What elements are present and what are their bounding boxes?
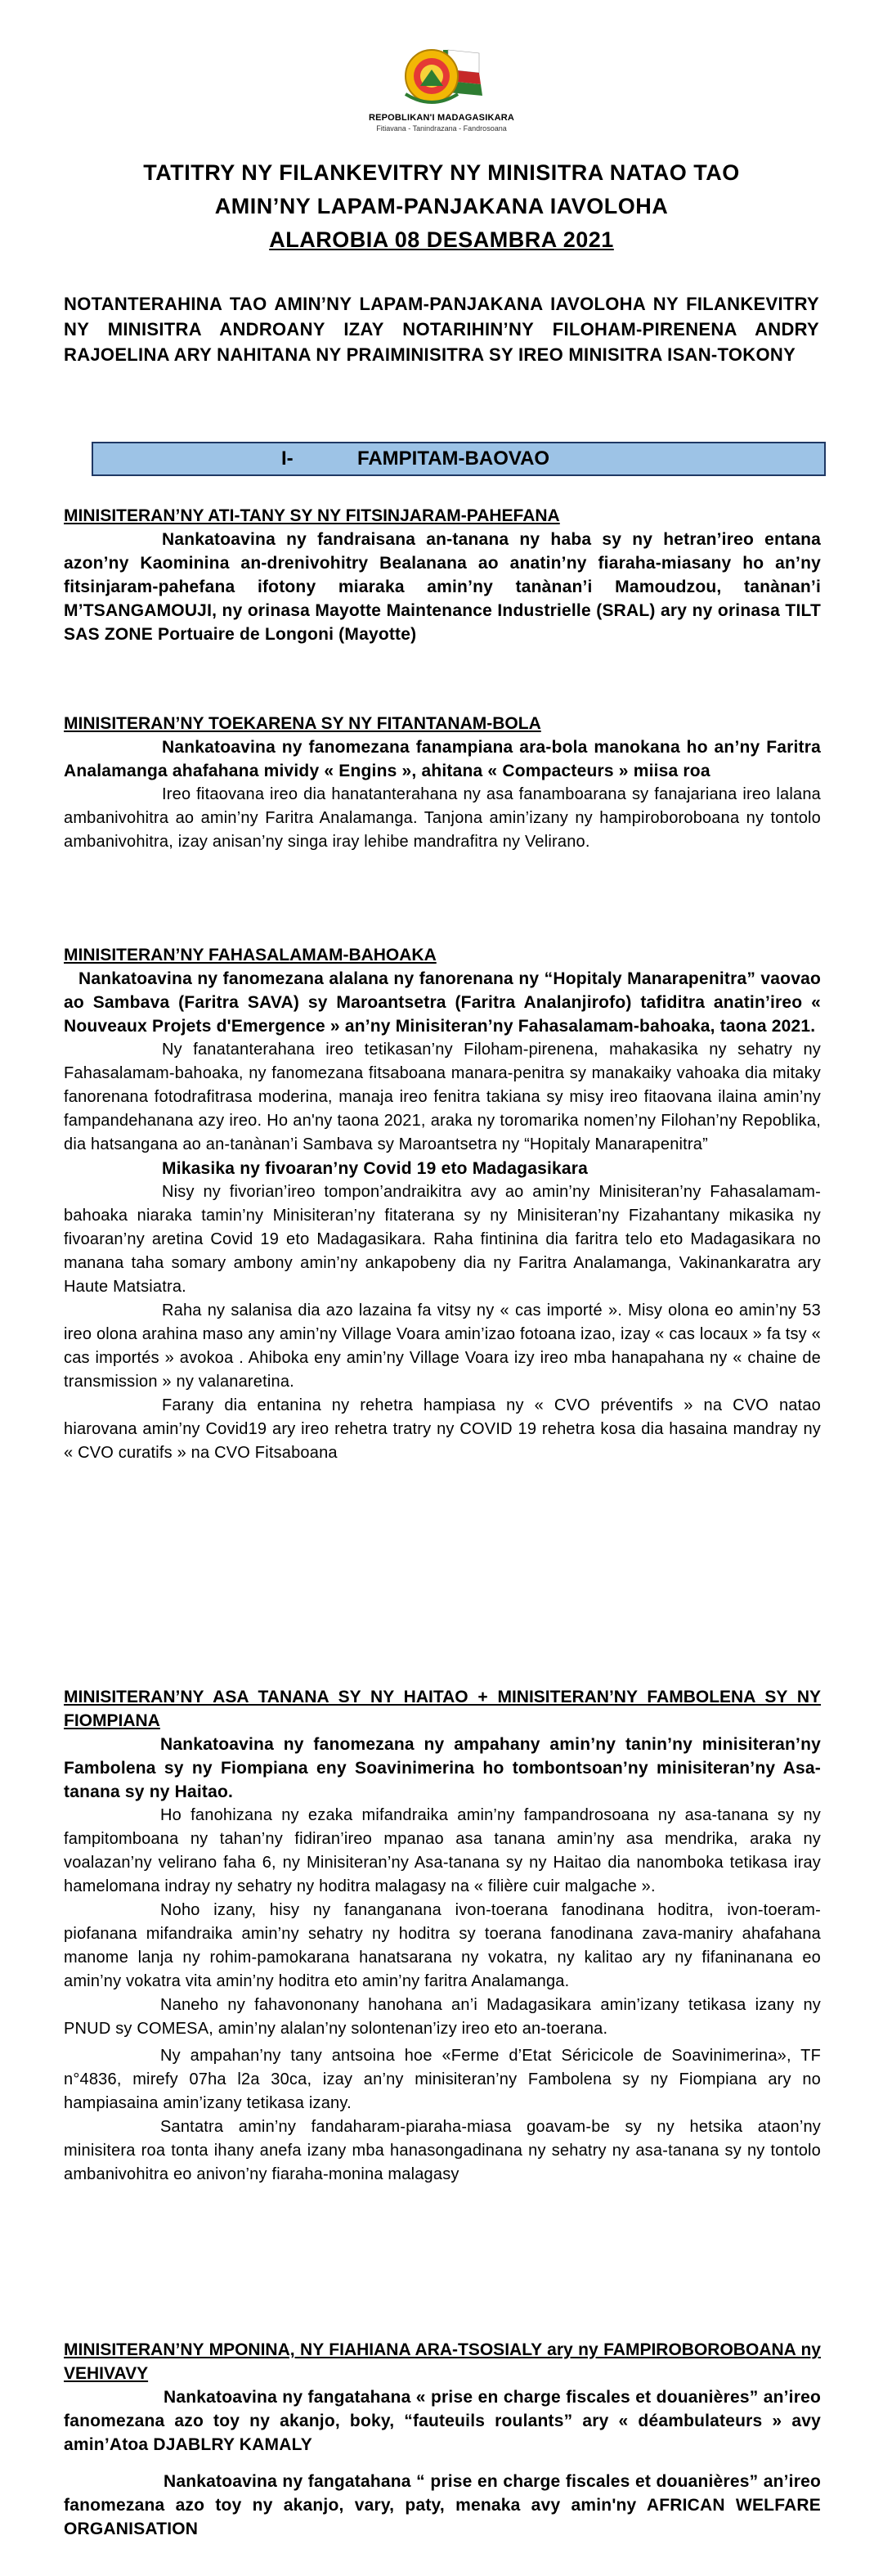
report-title-line-2: AMIN’NY LAPAM-PANJAKANA IAVOLOHA: [214, 194, 669, 218]
covid-subheading: Mikasika ny fivoaran’ny Covid 19 eto Madagasikara: [162, 1159, 589, 1178]
section-paragraph: Ny fanatanterahana ireo tetikasan’ny Filoham-pirenena, mahakasika ny sehatry ny Fahasalamam-bahoaka, ny fanomezana fitsaboana manara-penitra sy manakaiky vahoaka dia mitaky fanorenana fotodrafitrasa moderina, manaja ireo fenitra takiana sy misy ireo fitaovana ilaina amin’ny fampandehanana azy ireo. Ho an'ny taona 2021, araka ny toromarika nomen’ny Filohan’ny Repoblika, dia hatsangana ao an-tanànan’i Sambava sy Maroantsetra ny “Hopitaly Manarapenitra”: [64, 1041, 821, 1153]
section-heading: MINISITERAN’NY ASA TANANA SY NY HAITAO + MINISITERAN’NY FAMBOLENA SY NY FIOMPIANA: [64, 1688, 821, 1730]
section-toekarena: [64, 712, 821, 854]
section-lead: Nankatoavina ny fandraisana an-tanana ny haba sy ny hetran’ireo entana azon’ny Kaominina an-drenivohitry Bealanana ao anatin’ny fiaraha-miasany ho an’ny fitsinjaram-pahefana ifotony miaraka amin’ny tanànan’i Mamoudzou, tanànan’i M’TSANGAMOUJI, ny orinasa Mayotte Maintenance Industrielle (SRAL) ary ny orinasa TILT SAS ZONE Portuaire de Longoni (Mayotte): [64, 530, 821, 644]
section-paragraph: Ho fanohizana ny ezaka mifandraika amin’ny fampandrosoana ny asa-tanana sy ny fampitomboana ny tahan’ny fidiran’ireo mpanao asa tanana amin’ny asa mendrika, araka ny voalazan’ny velirano faha 6, ny Minisiteran’ny Asa-tanana sy ny Haitao dia nanomboka tetikasa iray hamelomana indray ny sehatry ny hoditra malagasy na « filière cuir malgache ».: [64, 1806, 821, 1895]
section-lead: Nankatoavina ny fanomezana ny ampahany amin’ny tanin’ny minisiteran’ny Fambolena sy ny Fiompiana eny Soavinimerina ho tombontsoan’ny minisiteran’ny Asa-tanana sy ny Haitao.: [64, 1735, 821, 1801]
section-lead: Nankatoavina ny fangatahana “ prise en charge fiscales et douanières” an’ireo fanomezana azo toy ny akanjo, vary, paty, menaka avy amin'ny AFRICAN WELFARE ORGANISATION: [64, 2472, 821, 2538]
intro-paragraph: NOTANTERAHINA TAO AMIN’NY LAPAM-PANJAKANA IAVOLOHA NY FILANKEVITRY NY MINISITRA ANDROANY IZAY NOTARIHIN’NY FILOHAM-PIRENENA ANDRY RAJOELINA ARY NAHITANA NY PRAIMINISITRA SY IREO MINISITRA ISAN-TOKONY: [64, 294, 819, 365]
banner-number: I-: [281, 447, 294, 470]
section-lead: Nankatoavina ny fangatahana « prise en charge fiscales et douanières” an’ireo fanomezana azo toy ny akanjo, boky, “fauteuils roulants” ary « déambulateurs » avy amin’Atoa DJABLRY KAMALY: [64, 2388, 821, 2454]
section-mponina: [64, 2338, 821, 2541]
section-heading: MINISITERAN’NY TOEKARENA SY NY FITANTANAM-BOLA: [64, 714, 541, 733]
report-title-line-1: TATITRY NY FILANKEVITRY NY MINISITRA NATAO TAO: [143, 160, 740, 185]
section-paragraph: Naneho ny fahavononany hanohana an’i Madagasikara amin’izany tetikasa izany ny PNUD sy COMESA, amin’ny alalan’ny solontenan’izy ireo eto an-toerana.: [64, 1996, 821, 2038]
section-asa-tanana: [64, 1685, 821, 2187]
section-lead: Nankatoavina ny fanomezana alalana ny fanorenana ny “Hopitaly Manarapenitra” vaovao ao Sambava (Faritra SAVA) sy Maroantsetra (Faritra Analanjirofo) tafiditra anatin’ireo « Nouveaux Projets d'Emergence » an’ny Minisiteran’ny Fahasalamam-bahoaka, taona 2021.: [64, 969, 821, 1036]
section-heading: MINISITERAN’NY ATI-TANY SY NY FITSINJARAM-PAHEFANA: [64, 506, 560, 525]
section-fahasalamana: [64, 943, 821, 1465]
section-paragraph: Nisy ny fivorian’ireo tompon’andraikitra avy ao amin’ny Minisiteran’ny Fahasalamam-bahoaka niaraka tamin’ny Minisiteran’ny fitaterana sy ny Minisiteran’ny Fizahantany mikasika ny fivoaran’ny aretina Covid 19 eto Madagasikara. Raha fintinina dia faritra telo eto Madagasikara no manana taha somary ambony amin’ny ankapobeny dia ny Faritra Analamanga, Vakinankaratra ary Haute Matsiatra.: [64, 1183, 821, 1296]
banner-label: FAMPITAM-BAOVAO: [357, 447, 550, 470]
section-paragraph: Santatra amin’ny fandaharam-piaraha-miasa goavam-be sy ny hetsika ataon’ny minisitera roa tonta ihany anefa izany mba hanasongadinana ny sehatry ny asa-tanana sy ny tontolo ambanivohitra eo anivon’ny fiaraha-monina malagasy: [64, 2118, 821, 2183]
section-heading: MINISITERAN’NY FAHASALAMAM-BAHOAKA: [64, 946, 437, 964]
section-ati-tany: [64, 504, 821, 646]
section-paragraph: Ireo fitaovana ireo dia hanatanterahana ny asa fanamboarana sy fanajariana ireo lalana ambanivohitra ao amin’ny Faritra Analamanga. Tanjona amin’izany ny hampiroboroboana ny tontolo ambanivohitra, izay anisan’ny singa iray lehibe mandrafitra ny Velirano.: [64, 785, 821, 851]
section-paragraph: Raha ny salanisa dia azo lazaina fa vitsy ny « cas importé ». Misy olona eo amin’ny 53 ireo olona arahina maso any amin’ny Village Voara amin’izao fotoana izao, izay « cas locaux » fa tsy « cas importés » avokoa . Ahiboka eny amin’ny Village Voara izy ireo mba hanapahana ny « chaine de transmission » ny valanaretina.: [64, 1301, 821, 1391]
section-banner: [92, 442, 826, 476]
section-heading: MINISITERAN’NY MPONINA, NY FIAHIANA ARA-TSOSIALY ary ny FAMPIROBOROBOANA ny VEHIVAVY: [64, 2340, 821, 2383]
section-paragraph: Farany dia entanina ny rehetra hampiasa ny « CVO préventifs » na CVO natao hiarovana amin’ny Covid19 ary ireo rehetra tratry ny COVID 19 rehetra kosa dia hasaina mandray ny « CVO curatifs » na CVO Fitsaboana: [64, 1396, 821, 1462]
section-paragraph: Noho izany, hisy ny fananganana ivon-toerana fanodinana hoditra, ivon-toeram-piofanana mifandraika amin’ny sehatry ny hoditra sy toerana fanodinana zava-maniry ahafahana manome lanja ny rohim-pamokarana hanatsarana ny vokatra, ny kalitao ary ny fifaninanana eo amin’ny vokatra vita amin’ny hoditra eto amin’ny faritra Analamanga.: [64, 1901, 821, 1990]
section-paragraph: Ny ampahan’ny tany antsoina hoe «Ferme d’Etat Séricicole de Soavinimerina», TF n°4836, mirefy 07ha l2a 30ca, izay an’ny minisiteran’ny Fambolena sy ny Fiompiana ary no hampiasaina amin’izany tetikasa izany.: [64, 2047, 821, 2112]
section-lead: Nankatoavina ny fanomezana fanampiana ara-bola manokana ho an’ny Faritra Analamanga ahafahana mividy « Engins », ahitana « Compacteurs » miisa roa: [64, 738, 821, 780]
republic-name: REPOBLIKAN'I MADAGASIKARA: [368, 113, 515, 123]
report-date: ALAROBIA 08 DESAMBRA 2021: [269, 227, 614, 252]
republic-motto: Fitiavana - Tanindrazana - Fandrosoana: [376, 124, 507, 133]
